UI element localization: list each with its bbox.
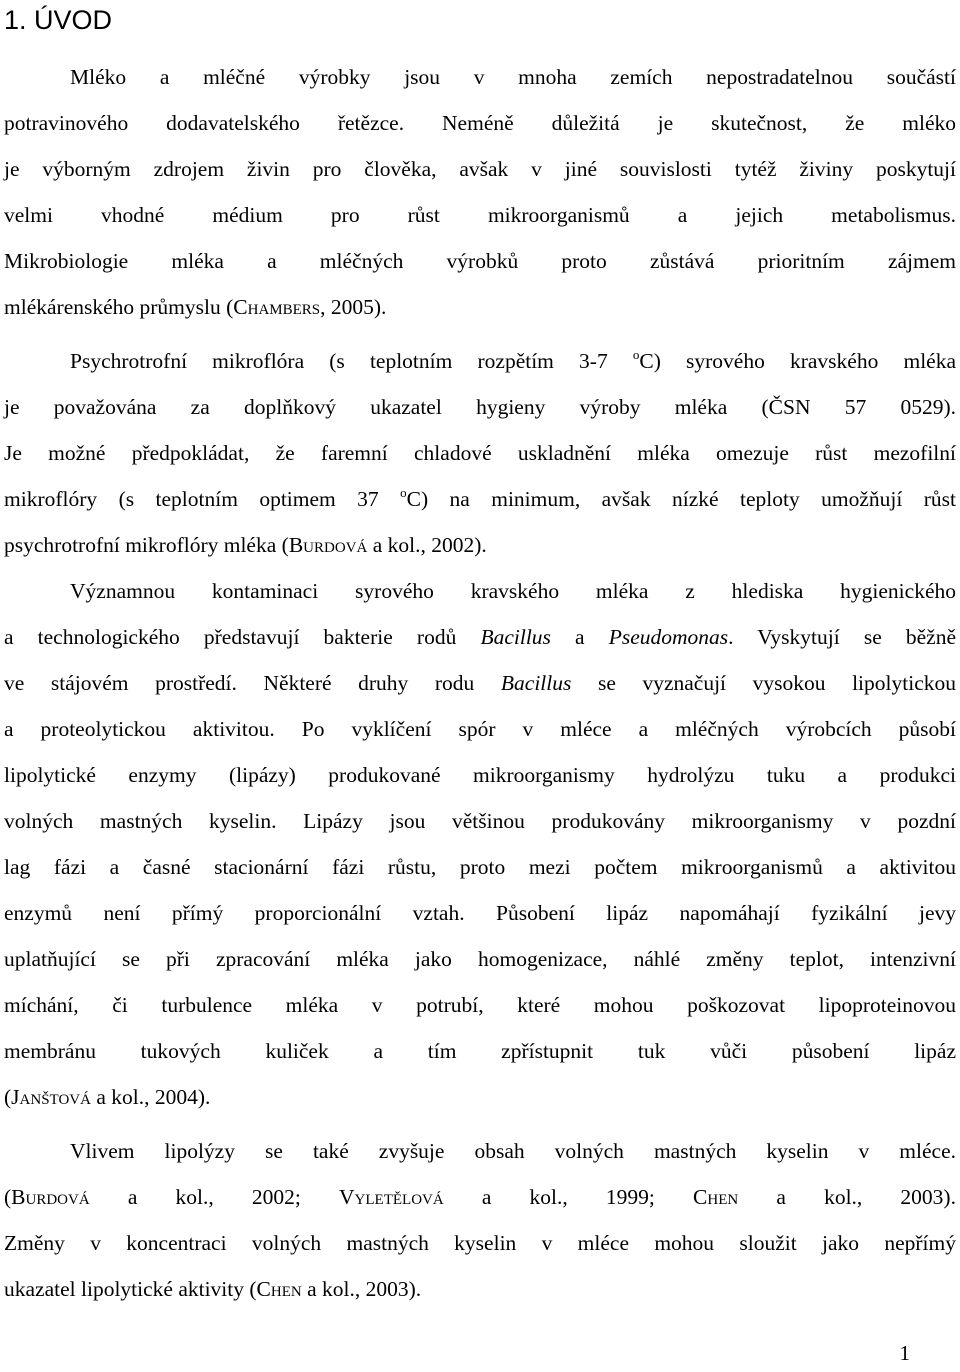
genus-name: Bacillus <box>500 671 572 695</box>
citation-author: Burdová <box>11 1185 90 1209</box>
text-line: mlékárenského průmyslu (Chambers, 2005). <box>4 295 387 319</box>
paragraph-psychrotrophic <box>4 338 956 568</box>
text-line: (Burdová a kol., 2002; Vyletělová a kol., 1999; Chen a kol., 2003). <box>4 1185 956 1209</box>
text-line: velmi vhodné médium pro růst mikroorganismů a jejich metabolismus. <box>4 203 956 227</box>
text-line: Významnou kontaminaci syrového kravského mléka z hlediska hygienického <box>70 579 956 603</box>
text-line: membránu tukových kuliček a tím zpřístupnit tuk vůči působení lipáz <box>4 1039 956 1063</box>
text-line: je považována za doplňkový ukazatel hygieny výroby mléka (ČSN 57 0529). <box>4 395 956 419</box>
text-line: Psychrotrofní mikroflóra (s teplotním rozpětím 3-7 $^o$C) syrového kravského mléka <box>70 347 957 373</box>
citation-author: Janštová <box>11 1085 91 1109</box>
text-line: mikroflóry (s teplotním optimem 37 $^o$C) na minimum, avšak nízké teploty umožňují růst <box>4 485 956 511</box>
text-line: psychrotrofní mikroflóry mléka (Burdová a kol., 2002). <box>4 533 487 557</box>
degree-superscript: o <box>400 485 407 500</box>
text-line: Je možné předpokládat, že faremní chladové uskladnění mléka omezuje růst mezofilní <box>4 441 956 465</box>
citation-author: Vyletělová <box>339 1185 444 1209</box>
page-number: 1 <box>899 1341 910 1365</box>
text-line: enzymů není přímý proporcionální vztah. Působení lipáz napomáhají fyzikální jevy <box>4 901 956 925</box>
section-heading: 1. ÚVOD <box>4 5 113 35</box>
document-body <box>4 54 956 1312</box>
text-line: Mikrobiologie mléka a mléčných výrobků proto zůstává prioritním zájmem <box>4 249 956 273</box>
text-line: Změny v koncentraci volných mastných kyselin v mléce mohou sloužit jako nepřímý <box>4 1231 956 1255</box>
citation-author: Chen <box>256 1277 302 1301</box>
text-line: lipolytické enzymy (lipázy) produkované mikroorganismy hydrolýzu tuku a produkci <box>4 763 956 787</box>
genus-name: Bacillus <box>480 625 551 649</box>
paragraph-lipolysis <box>4 1128 956 1312</box>
citation-author: Chambers <box>233 295 321 319</box>
text-line: lag fázi a časné stacionární fázi růstu, proto mezi počtem mikroorganismů a aktivitou <box>4 855 956 879</box>
text-line: je výborným zdrojem živin pro člověka, avšak v jiné souvislosti tytéž živiny poskytují <box>4 157 956 181</box>
citation-author: Burdová <box>288 533 368 557</box>
paragraph-contamination <box>4 568 956 1120</box>
text-line: Vlivem lipolýzy se také zvyšuje obsah volných mastných kyselin v mléce. <box>70 1139 956 1163</box>
paragraph-intro <box>4 54 956 330</box>
text-line: potravinového dodavatelského řetězce. Neméně důležitá je skutečnost, že mléko <box>4 111 956 135</box>
degree-superscript: o <box>632 347 640 362</box>
citation-author: Chen <box>693 1185 739 1209</box>
text-line: a technologického představují bakterie rodů Bacillus a Pseudomonas. Vyskytují se běžně <box>4 625 956 649</box>
text-line: ukazatel lipolytické aktivity (Chen a kol., 2003). <box>4 1277 422 1301</box>
text-line: a proteolytickou aktivitou. Po vyklíčení spór v mléce a mléčných výrobcích působí <box>4 717 956 741</box>
text-line: Mléko a mléčné výrobky jsou v mnoha zemích nepostradatelnou součástí <box>70 65 956 89</box>
text-line: míchání, či turbulence mléka v potrubí, které mohou poškozovat lipoproteinovou <box>4 993 956 1017</box>
genus-name: Pseudomonas <box>608 625 729 649</box>
text-line: (Janštová a kol., 2004). <box>4 1085 211 1109</box>
text-line: uplatňující se při zpracování mléka jako homogenizace, náhlé změny teplot, intenzivní <box>4 947 956 971</box>
text-line: volných mastných kyselin. Lipázy jsou většinou produkovány mikroorganismy v pozdní <box>4 809 956 833</box>
text-line: ve stájovém prostředí. Některé druhy rodu Bacillus se vyznačují vysokou lipolytickou <box>4 671 956 695</box>
